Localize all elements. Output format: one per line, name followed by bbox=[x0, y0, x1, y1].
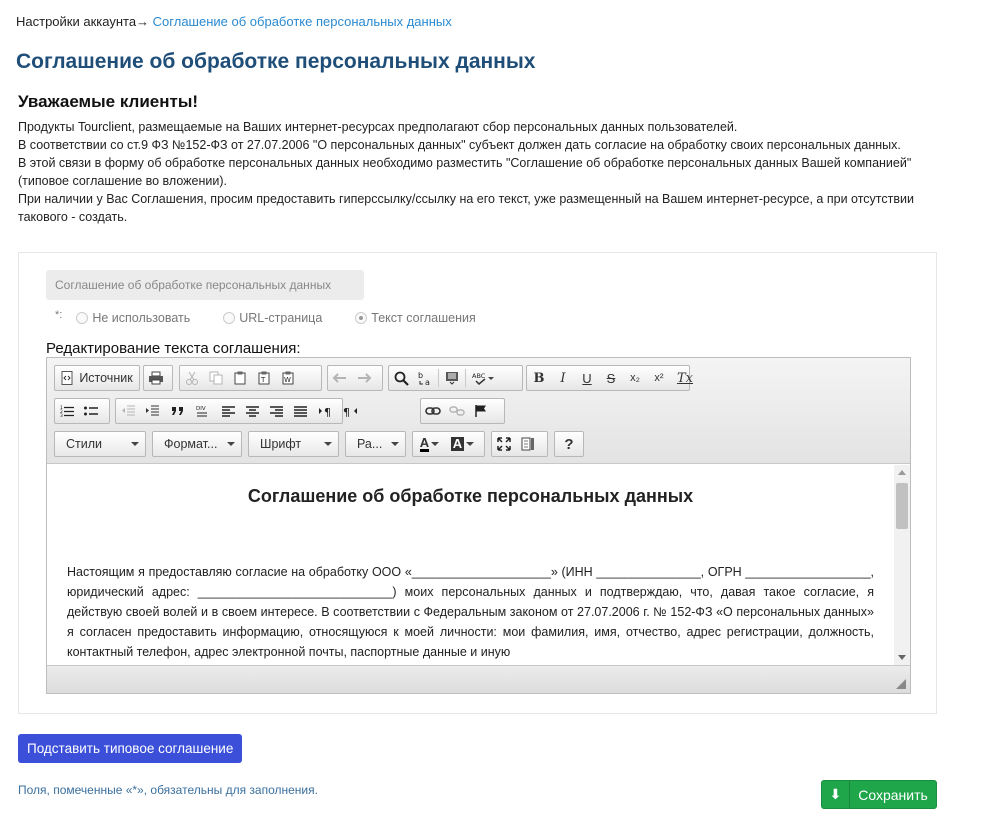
document-body: Настоящим я предоставляю согласие на обработку ООО «____________________» (ИНН _______________, ОГРН __________________, юридический адрес: ____________________________) моих персональных данных и подтверждаю, что, давая такое согласие, я действую своей волей и в своем интересе. В соответствии с Федеральным законом от 27.07.2006 г. № 152-ФЗ «О персональных данных» я согласен предоставить информацию, относящуюся к моей личности: мои фамилия, имя, отчество, адрес регистрации, должность, контактный телефон, адрес электронной почты, паспортные данные и иную bbox=[67, 565, 874, 659]
intro-paragraph: В этой связи в форму об обработке персональных данных необходимо разместить "Соглашение об обработке персональных данных Вашей компанией" (типовое соглашение во вложении). bbox=[18, 156, 912, 188]
italic-button[interactable]: I bbox=[560, 370, 566, 386]
help-button[interactable]: ? bbox=[564, 435, 574, 453]
copy-button[interactable] bbox=[204, 366, 228, 390]
editor-toolbar bbox=[47, 358, 910, 464]
radio-circle[interactable] bbox=[76, 312, 88, 324]
paste-word-button[interactable] bbox=[276, 366, 300, 390]
maximize-icon bbox=[497, 437, 511, 451]
svg-text:3: 3 bbox=[60, 414, 63, 417]
editor-label: Редактирование текста соглашения: bbox=[46, 340, 301, 357]
toolbar-group-lists bbox=[54, 398, 110, 424]
source-icon bbox=[61, 371, 74, 385]
paste-text-icon bbox=[257, 371, 271, 385]
radio-agreement-text[interactable] bbox=[355, 311, 475, 325]
svg-text:a: a bbox=[425, 377, 430, 386]
intro-text bbox=[18, 118, 918, 226]
replace-icon bbox=[417, 371, 433, 386]
size-label: Ра... bbox=[357, 437, 383, 451]
align-right-icon bbox=[270, 406, 283, 417]
required-mark: *: bbox=[55, 309, 63, 321]
align-left-icon bbox=[222, 406, 235, 417]
search-icon bbox=[394, 371, 409, 386]
source-label: Источник bbox=[79, 371, 133, 385]
scrollbar-thumb[interactable] bbox=[896, 483, 908, 529]
svg-text:ABC: ABC bbox=[472, 372, 486, 380]
paste-icon bbox=[233, 371, 247, 385]
outdent-icon bbox=[121, 405, 135, 417]
save-label: Сохранить bbox=[858, 786, 928, 803]
select-all-button[interactable] bbox=[440, 366, 464, 390]
unlink-icon bbox=[449, 405, 465, 417]
chevron-down-icon bbox=[466, 442, 474, 447]
redo-button[interactable] bbox=[352, 366, 376, 390]
svg-text:¶: ¶ bbox=[324, 406, 331, 417]
ltr-button[interactable] bbox=[314, 399, 338, 423]
scroll-down-arrow-icon[interactable] bbox=[898, 655, 906, 660]
page-title: Соглашение об обработке персональных данных bbox=[16, 50, 536, 73]
chevron-down-icon bbox=[324, 442, 332, 446]
background-color-icon: A bbox=[452, 436, 463, 451]
radio-label: Текст соглашения bbox=[371, 311, 476, 325]
background-color-button[interactable] bbox=[446, 432, 479, 456]
insert-typical-agreement-button[interactable]: Подставить типовое соглашение bbox=[18, 734, 242, 763]
subscript-button[interactable]: x₂ bbox=[630, 372, 640, 384]
breadcrumb bbox=[16, 14, 452, 29]
text-direction-rtl-icon bbox=[343, 405, 357, 417]
div-icon bbox=[195, 404, 209, 418]
chevron-down-icon bbox=[227, 442, 235, 446]
intro-paragraph: Продукты Tourclient, размещаемые на Ваших интернет-ресурсах предполагают сбор персональных данных пользователей. bbox=[18, 120, 738, 134]
styles-label: Стили bbox=[66, 437, 103, 451]
resize-grip-icon[interactable] bbox=[896, 679, 906, 689]
size-dropdown[interactable] bbox=[345, 431, 406, 457]
editor-statusbar bbox=[47, 665, 910, 693]
spellcheck-icon bbox=[472, 371, 494, 385]
save-button[interactable] bbox=[821, 780, 937, 809]
toolbar-group-about bbox=[554, 431, 584, 457]
bulleted-list-icon bbox=[84, 405, 98, 417]
rich-text-editor bbox=[46, 357, 911, 694]
select-all-icon bbox=[445, 371, 459, 385]
chevron-down-icon bbox=[431, 442, 439, 447]
scroll-up-arrow-icon[interactable] bbox=[898, 470, 906, 475]
toolbar-group-colors bbox=[412, 431, 485, 457]
bulleted-list-button[interactable] bbox=[79, 399, 103, 423]
svg-text:¶: ¶ bbox=[343, 406, 350, 417]
intro-paragraph: В соответствии со ст.9 ФЗ №152-ФЗ от 27.07.2006 "О персональных данных" субъект должен дать согласие на обработку своих персональных данных. bbox=[18, 138, 901, 152]
greeting-heading: Уважаемые клиенты! bbox=[18, 92, 199, 111]
breadcrumb-parent[interactable]: Настройки аккаунта bbox=[16, 14, 137, 29]
text-color-button[interactable] bbox=[413, 432, 446, 456]
svg-text:2: 2 bbox=[60, 410, 63, 415]
numbered-list-button[interactable] bbox=[55, 399, 79, 423]
find-button[interactable] bbox=[389, 366, 413, 390]
toolbar-separator bbox=[465, 369, 466, 387]
chevron-down-icon bbox=[131, 442, 139, 446]
document-title: Соглашение об обработке персональных данных bbox=[247, 486, 694, 506]
breadcrumb-current-link[interactable]: Соглашение об обработке персональных данных bbox=[152, 14, 452, 29]
radio-not-used[interactable] bbox=[76, 311, 190, 325]
bold-button[interactable]: B bbox=[533, 370, 545, 386]
link-button[interactable] bbox=[421, 399, 445, 423]
radio-label: Не использовать bbox=[92, 311, 191, 325]
align-center-icon bbox=[246, 406, 259, 417]
superscript-button[interactable]: x² bbox=[654, 372, 664, 384]
toolbar-group-history bbox=[327, 365, 383, 391]
toolbar-group-basicstyles bbox=[526, 365, 693, 391]
anchor-flag-icon bbox=[474, 404, 488, 418]
spellcheck-button[interactable] bbox=[467, 366, 499, 390]
agreement-name-field[interactable]: Соглашение об обработке персональных данных bbox=[46, 270, 364, 300]
redo-icon bbox=[356, 372, 372, 384]
print-button[interactable] bbox=[144, 366, 168, 390]
svg-text:1: 1 bbox=[60, 406, 63, 411]
outdent-button[interactable] bbox=[116, 399, 140, 423]
agreement-mode-radio-group bbox=[55, 311, 509, 325]
font-label: Шрифт bbox=[260, 437, 302, 451]
font-dropdown[interactable] bbox=[248, 431, 339, 457]
text-direction-ltr-icon bbox=[319, 405, 333, 417]
copy-icon bbox=[209, 371, 223, 385]
agreement-panel bbox=[18, 252, 937, 714]
indent-icon bbox=[145, 405, 159, 417]
strikethrough-button[interactable]: S bbox=[606, 370, 616, 386]
download-icon: ⬇ bbox=[822, 781, 850, 808]
link-icon bbox=[425, 406, 441, 416]
underline-button[interactable]: U bbox=[582, 370, 592, 386]
maximize-button[interactable] bbox=[492, 432, 516, 456]
paste-button[interactable] bbox=[228, 366, 252, 390]
show-blocks-button[interactable] bbox=[516, 432, 540, 456]
toolbar-group-tools bbox=[491, 431, 548, 457]
unlink-button[interactable] bbox=[445, 399, 469, 423]
toolbar-group-clipboard bbox=[179, 365, 322, 391]
editor-content-area[interactable] bbox=[47, 465, 894, 665]
radio-circle-selected[interactable] bbox=[355, 312, 367, 324]
styles-dropdown[interactable] bbox=[54, 431, 146, 457]
paste-text-button[interactable] bbox=[252, 366, 276, 390]
chevron-down-icon bbox=[391, 442, 399, 446]
toolbar-group-blocks bbox=[115, 398, 350, 424]
paste-word-icon bbox=[281, 371, 295, 385]
format-dropdown[interactable] bbox=[152, 431, 242, 457]
rtl-button[interactable] bbox=[338, 399, 362, 423]
toolbar-separator bbox=[438, 369, 439, 387]
radio-url-page[interactable] bbox=[223, 311, 322, 325]
svg-text:DIV: DIV bbox=[196, 406, 206, 412]
align-left-button[interactable] bbox=[216, 399, 240, 423]
justify-button[interactable] bbox=[288, 399, 312, 423]
required-fields-note: Поля, помеченные «*», обязательны для заполнения. bbox=[18, 783, 318, 797]
align-justify-icon bbox=[294, 406, 307, 417]
svg-text:W: W bbox=[284, 376, 291, 384]
undo-icon bbox=[332, 372, 348, 384]
blockquote-icon bbox=[171, 405, 185, 417]
svg-text:T: T bbox=[261, 376, 266, 384]
toolbar-group-document bbox=[54, 365, 140, 391]
cut-button[interactable] bbox=[180, 366, 204, 390]
undo-button[interactable] bbox=[328, 366, 352, 390]
indent-button[interactable] bbox=[140, 399, 164, 423]
toolbar-group-editing bbox=[388, 365, 523, 391]
format-label: Формат... bbox=[164, 437, 218, 451]
toolbar-group-links bbox=[420, 398, 505, 424]
text-color-icon: A bbox=[419, 435, 430, 450]
radio-circle[interactable] bbox=[223, 312, 235, 324]
source-button[interactable] bbox=[55, 366, 139, 390]
breadcrumb-separator: → bbox=[136, 14, 150, 29]
print-icon bbox=[148, 371, 164, 385]
show-blocks-icon bbox=[521, 437, 535, 451]
anchor-button[interactable] bbox=[469, 399, 493, 423]
div-container-button[interactable] bbox=[190, 399, 214, 423]
replace-button[interactable] bbox=[413, 366, 437, 390]
intro-paragraph: При наличии у Вас Соглашения, просим предоставить гиперссылку/ссылку на его текст, уже размещенный на Вашем интернет-ресурсе, а при отсутствии такового - создать. bbox=[18, 192, 914, 224]
numbered-list-icon bbox=[60, 405, 74, 417]
radio-label: URL-страница bbox=[239, 311, 323, 325]
cut-icon bbox=[185, 371, 199, 385]
editor-scrollbar[interactable] bbox=[894, 465, 910, 665]
align-right-button[interactable] bbox=[264, 399, 288, 423]
svg-text:b: b bbox=[418, 370, 424, 380]
toolbar-group-print bbox=[143, 365, 173, 391]
blockquote-button[interactable] bbox=[166, 399, 190, 423]
align-center-button[interactable] bbox=[240, 399, 264, 423]
remove-format-button[interactable]: Tx bbox=[676, 370, 693, 386]
